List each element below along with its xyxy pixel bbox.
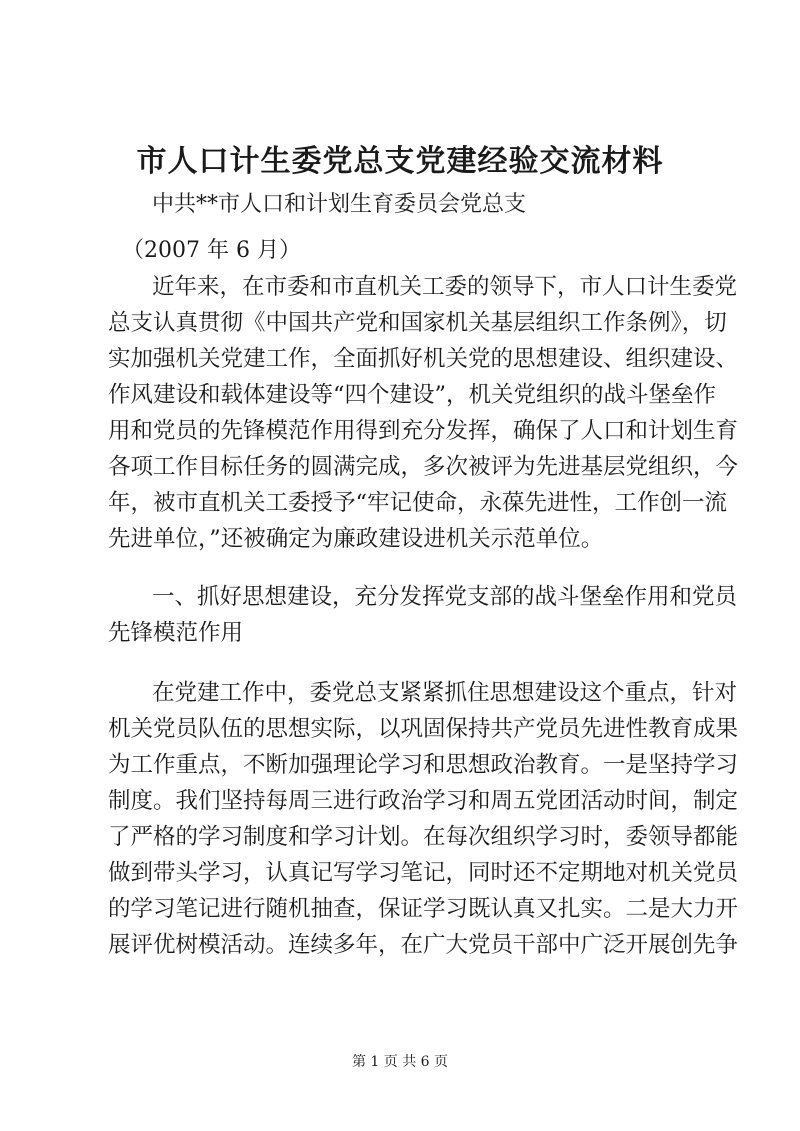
section-heading-line: 先锋模范作用 (108, 620, 244, 646)
body-line: 作风建设和载体建设等“四个建设”，机关党组织的战斗堡垒作 (108, 382, 717, 408)
document-title: 市人口计生委党总支党建经验交流材料 (136, 144, 664, 179)
body-line: 展评优树模活动。连续多年，在广大党员干部中广泛开展创先争 (108, 932, 739, 958)
body-line: 实加强机关党建工作，全面抓好机关党的思想建设、组织建设、 (108, 346, 739, 372)
body-line: 近年来，在市委和市直机关工委的领导下，市人口计生委党 (152, 274, 738, 300)
body-line: 总支认真贯彻《中国共产党和国家机关基层组织工作条例》，切 (108, 310, 727, 336)
body-line: 制度。我们坚持每周三进行政治学习和周五党团活动时间，制定 (108, 788, 739, 814)
body-line: 各项工作目标任务的圆满完成，多次被评为先进基层党组织，今 (108, 454, 739, 480)
body-line: 机关党员队伍的思想实际，以巩固保持共产党员先进性教育成果 (108, 716, 739, 742)
author-line: 中共**市人口和计划生育委员会党总支 (152, 192, 527, 217)
body-line: 了严格的学习制度和学习计划。在每次组织学习时，委领导都能 (108, 824, 739, 850)
body-line: 在党建工作中，委党总支紧紧抓住思想建设这个重点，针对 (152, 680, 738, 706)
body-line: 做到带头学习，认真记写学习笔记，同时还不定期地对机关党员 (108, 860, 739, 886)
body-line: 用和党员的先锋模范作用得到充分发挥，确保了人口和计划生育 (108, 418, 739, 444)
body-line: 先进单位，”还被确定为廉政建设进机关示范单位。 (108, 526, 604, 552)
body-line: 为工作重点，不断加强理论学习和思想政治教育。一是坚持学习 (108, 752, 739, 778)
body-line: 的学习笔记进行随机抽查，保证学习既认真又扎实。二是大力开 (108, 896, 739, 922)
page-indicator: 第 1 页 共 6 页 (351, 1054, 449, 1070)
date-line: （2007 年 6 月） (122, 238, 301, 263)
body-line: 年，被市直机关工委授予“牢记使命，永葆先进性，工作创一流 (108, 490, 728, 516)
section-heading-line: 一、抓好思想建设，充分发挥党支部的战斗堡垒作用和党员 (152, 584, 738, 610)
